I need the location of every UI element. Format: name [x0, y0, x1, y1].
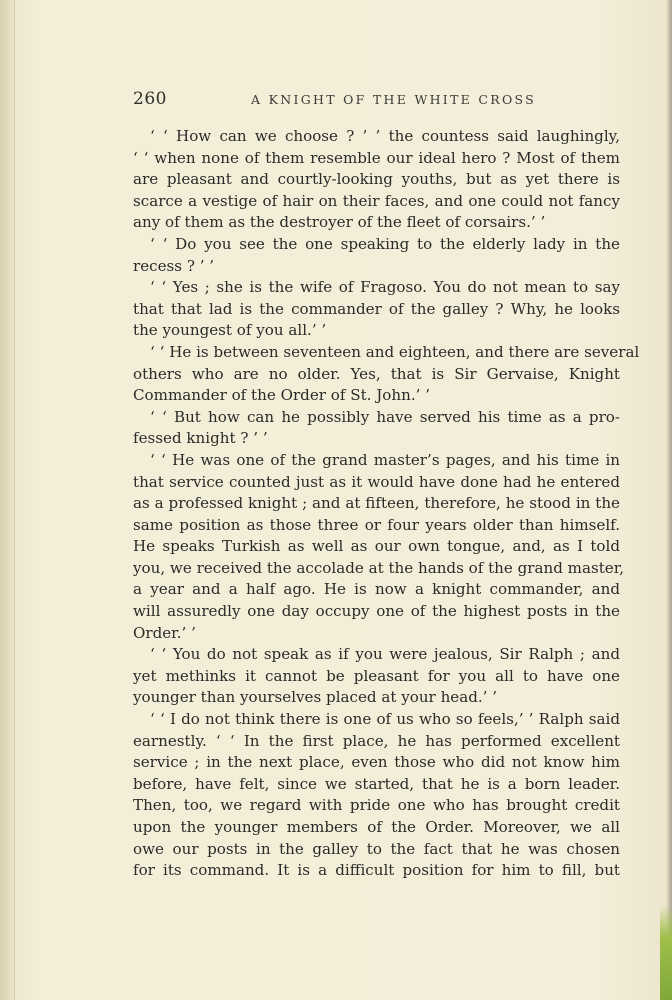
page-number: 260	[133, 89, 167, 109]
running-head	[133, 89, 620, 113]
text-line: He speaks Turkish as well as our own tongue, and, as I told	[133, 537, 620, 556]
text-line: will assuredly one day occupy one of the highest posts in the	[133, 602, 620, 621]
text-line: Then, too, we regard with pride one who has brought credit	[133, 796, 620, 815]
text-line: ‘ ‘ But how can he possibly have served his time as a pro-	[150, 407, 620, 426]
running-title: A KNIGHT OF THE WHITE CROSS	[251, 92, 536, 107]
text-line: upon the younger members of the Order. Moreover, we all	[133, 818, 620, 836]
text-line: as a professed knight ; and at fifteen, therefore, he stood in the	[133, 494, 620, 513]
text-line: others who are no older. Yes, that is Sir Gervaise, Knight	[133, 364, 620, 383]
text-line: fessed knight ? ’ ’	[133, 429, 268, 448]
text-line: ‘ ‘ I do not think there is one of us who so feels,’ ’ Ralph said	[150, 710, 620, 729]
text-line: that that lad is the commander of the galley ? Why, he looks	[133, 299, 620, 318]
text-line: that service counted just as it would have done had he entered	[133, 472, 620, 491]
text-line: younger than yourselves placed at your head.’ ’	[133, 688, 498, 707]
body-text	[133, 126, 640, 882]
page-gutter-left	[0, 0, 15, 1000]
text-line: are pleasant and courtly-looking youths, but as yet there is	[133, 170, 620, 189]
text-line: before, have felt, since we started, that he is a born leader.	[133, 774, 620, 793]
page-edge-right	[666, 0, 672, 1000]
text-line: ‘ ‘ He is between seventeen and eighteen, and there are several	[150, 342, 640, 361]
text-line: ‘ ‘ when none of them resemble our ideal hero ? Most of them	[133, 148, 620, 167]
text-line: scarce a vestige of hair on their faces, and one could not fancy	[133, 191, 620, 210]
text-line: ‘ ‘ He was one of the grand master’s pages, and his time in	[150, 450, 620, 469]
text-line: earnestly. ‘ ‘ In the first place, he has performed excellent	[133, 731, 620, 750]
text-line: owe our posts in the galley to the fact that he was chosen	[133, 839, 620, 858]
page-corner-stain	[660, 905, 672, 1000]
text-line: ‘ ‘ Yes ; she is the wife of Fragoso. You do not mean to say	[150, 278, 620, 297]
text-line: ‘ ‘ Do you see the one speaking to the elderly lady in the	[150, 234, 620, 253]
text-line: ‘ ‘ How can we choose ? ’ ’ the countess said laughingly,	[150, 127, 620, 145]
text-line: for its command. It is a difficult position for him to fill, but	[133, 861, 620, 880]
text-line: same position as those three or four years older than himself.	[133, 515, 620, 534]
text-line: yet methinks it cannot be pleasant for you all to have one	[133, 666, 620, 685]
text-line: ‘ ‘ You do not speak as if you were jealous, Sir Ralph ; and	[150, 645, 620, 664]
text-line: any of them as the destroyer of the fleet of corsairs.’ ’	[133, 213, 546, 232]
text-line: you, we received the accolade at the hands of the grand master,	[133, 558, 625, 577]
text-line: service ; in the next place, even those who did not know him	[133, 753, 620, 772]
text-line: recess ? ’ ’	[133, 256, 215, 275]
text-line: Order.’ ’	[133, 623, 196, 642]
text-line: the youngest of you all.’ ’	[133, 321, 327, 340]
text-line: a year and a half ago. He is now a knight commander, and	[133, 580, 620, 599]
text-line: Commander of the Order of St. John.’ ’	[133, 386, 431, 405]
